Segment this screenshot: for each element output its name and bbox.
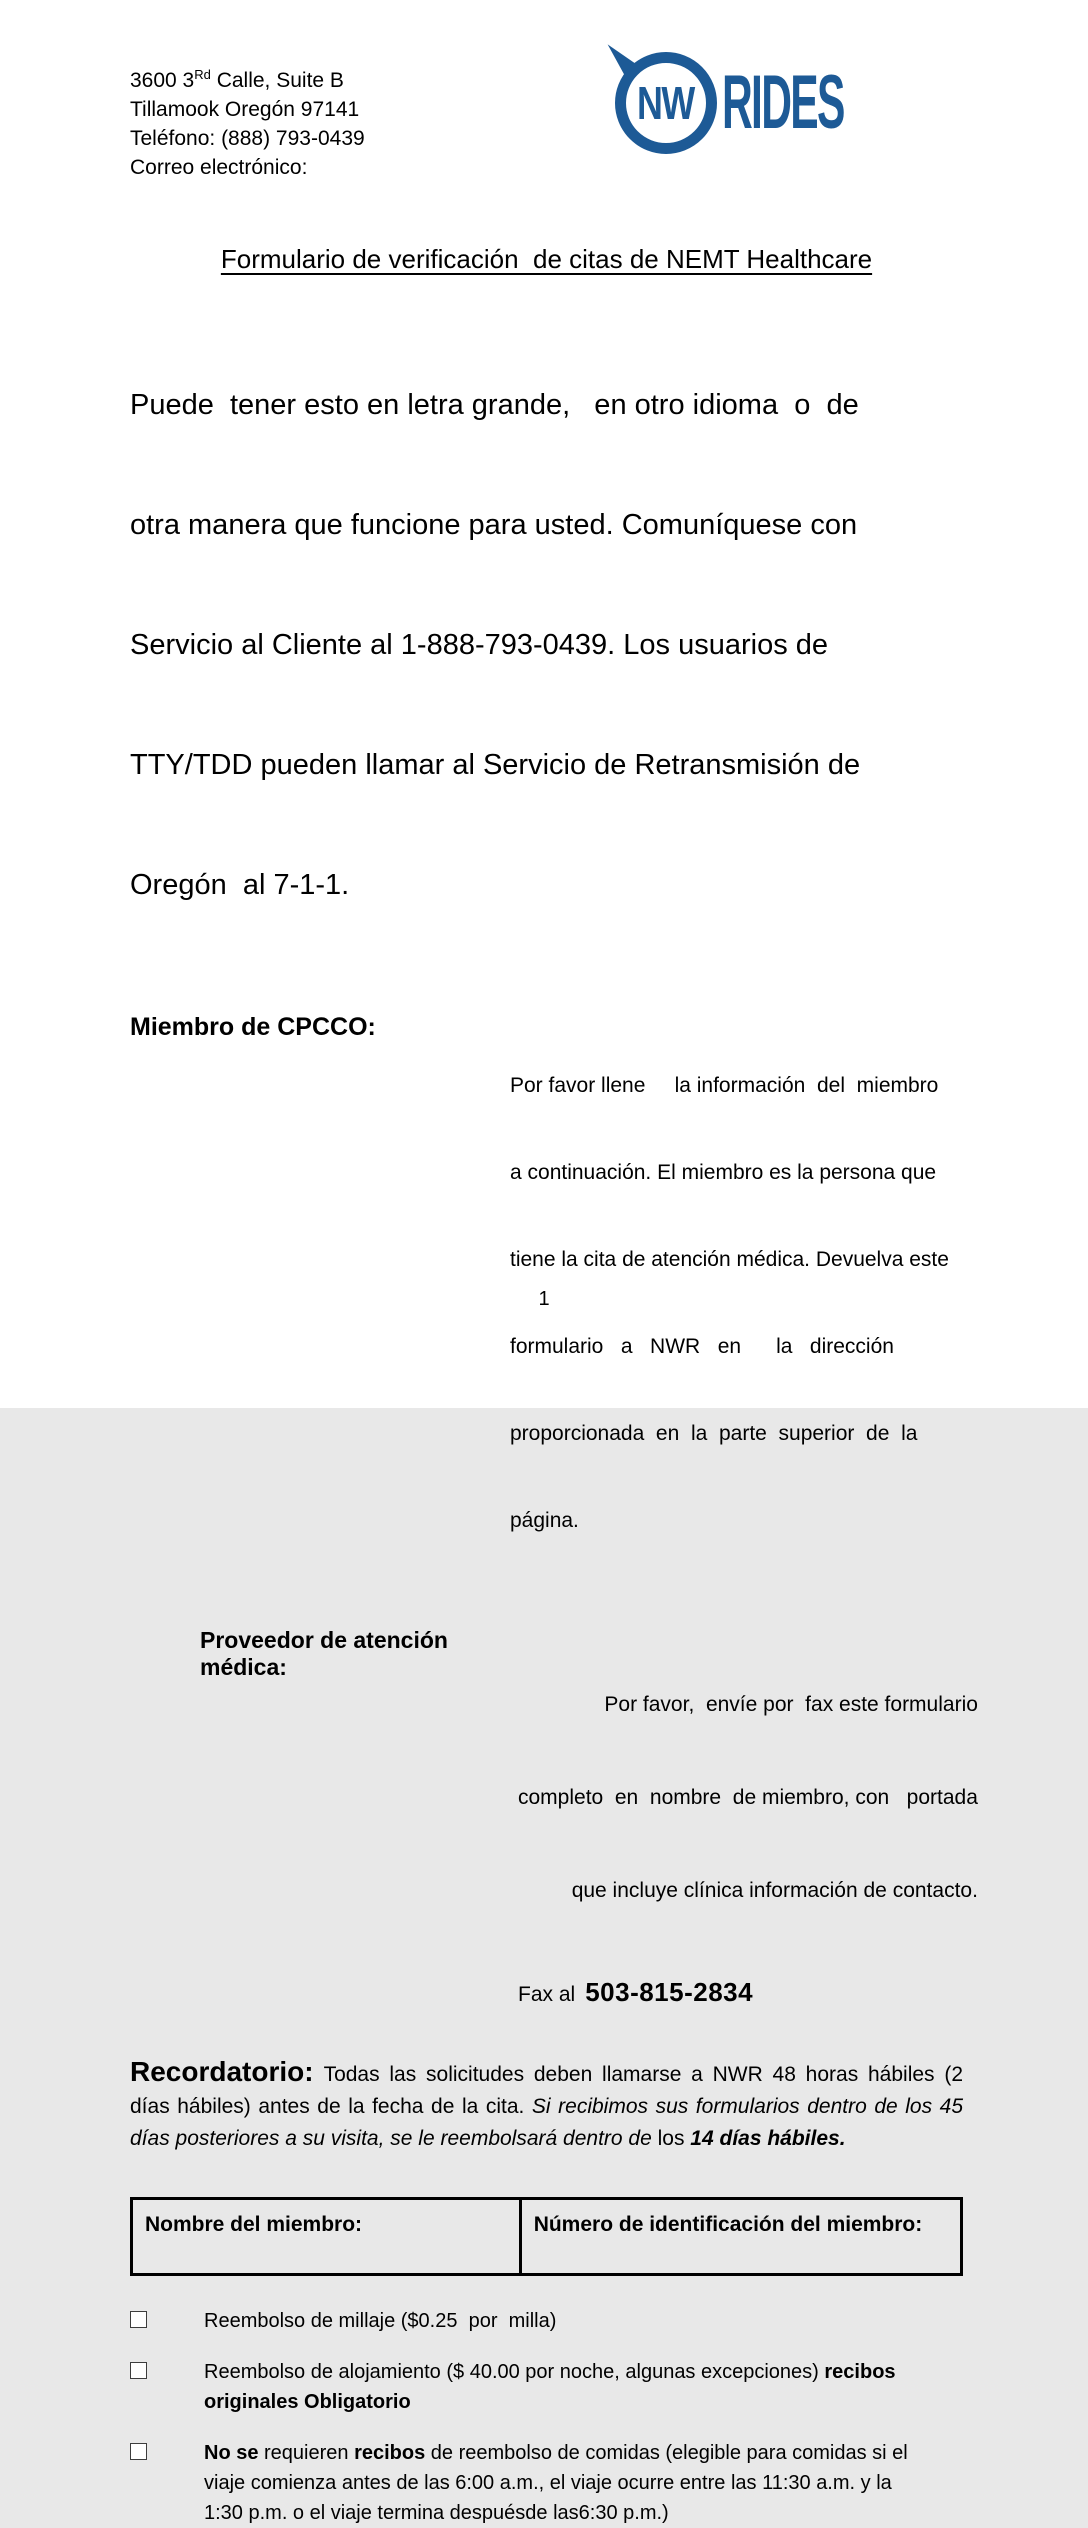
intro-line: Servicio al Cliente al 1-888-793-0439. Los usuarios de xyxy=(130,629,829,661)
reimbursement-checklist xyxy=(130,2306,963,2528)
checklist-item-text xyxy=(204,2438,936,2528)
sender-address xyxy=(130,60,365,182)
checklist-item-lodging xyxy=(130,2357,963,2417)
header xyxy=(130,40,963,182)
member-name-field-label: Nombre del miembro: xyxy=(133,2200,522,2273)
provider-instructions-text xyxy=(518,1627,978,1968)
member-instructions-line: tiene la cita de atención médica. Devuelva este xyxy=(510,1248,949,1271)
reminder-text-normal: los xyxy=(657,2127,691,2150)
member-instructions-line: página. xyxy=(510,1509,579,1532)
reminder-text-bold-italic: 14 días hábiles. xyxy=(690,2127,846,2150)
address-line-1 xyxy=(130,60,365,95)
member-id-field-label: Número de identificación del miembro: xyxy=(533,2213,923,2236)
address-line-4: Correo electrónico: xyxy=(130,156,308,179)
provider-section-label: Proveedor de atención médica: xyxy=(200,1627,448,1680)
member-instructions-line: proporcionada en la parte superior de la xyxy=(510,1422,918,1445)
address-street-rest: Calle, Suite B xyxy=(210,69,344,92)
intro-paragraph xyxy=(130,305,963,985)
checklist-text-normal: Reembolso de alojamiento ($ 40.00 por noche, algunas excepciones) xyxy=(204,2361,825,2383)
intro-line: Oregón al 7-1-1. xyxy=(130,869,350,901)
intro-line: Puede tener esto en letra grande, en otro idioma o de xyxy=(130,389,859,421)
fax-label: Fax al xyxy=(518,1983,576,2006)
checklist-item-text xyxy=(204,2306,936,2336)
member-instructions-line: Por favor llene la información del miembro xyxy=(510,1074,939,1097)
checklist-text-bold: recibos xyxy=(354,2442,426,2464)
intro-line: TTY/TDD pueden llamar al Servicio de Retransmisión de xyxy=(130,749,861,781)
provider-section xyxy=(130,1627,978,2008)
checklist-text-normal: Reembolso de millaje ($0.25 por milla) xyxy=(204,2310,557,2332)
member-info-table xyxy=(130,2197,963,2276)
reminder-text-italic: Si recibimos sus formularios dentro de los 45 días posteriores a su visita, se le reembolsará dentro de xyxy=(130,2095,963,2150)
provider-instructions-line: completo en nombre de miembro, con portada xyxy=(518,1786,978,1809)
logo-rides-text: RIDES xyxy=(721,60,844,145)
address-ordinal-superscript: Rd xyxy=(194,67,211,82)
checklist-text-bold: No se xyxy=(204,2442,259,2464)
address-line-2: Tillamook Oregón 97141 xyxy=(130,98,360,121)
member-instructions-line: a continuación. El miembro es la persona que xyxy=(510,1161,937,1184)
intro-line: otra manera que funcione para usted. Comuníquese con xyxy=(130,509,858,541)
reminder-paragraph xyxy=(130,2056,963,2155)
checklist-item-mileage xyxy=(130,2306,963,2336)
logo-nw-text: NW xyxy=(637,77,695,129)
fax-number: 503-815-2834 xyxy=(585,1977,754,2007)
provider-instructions xyxy=(518,1627,978,2008)
address-line-3: Teléfono: (888) 793-0439 xyxy=(130,127,365,150)
member-instructions-line: formulario a NWR en la dirección xyxy=(510,1335,894,1358)
reminder-text-normal: Todas las solicitudes deben llamarse a NWR 48 horas hábiles (2 días hábiles) antes de la fecha de la cita. xyxy=(130,2063,963,2118)
member-section-label: Miembro de CPCCO: xyxy=(130,1013,376,1041)
address-street-number: 3600 3 xyxy=(130,69,195,92)
mileage-checkbox[interactable] xyxy=(130,2311,147,2328)
nw-rides-logo xyxy=(615,52,939,154)
checklist-text-bold: recibos originales Obligatorio xyxy=(204,2361,896,2413)
checklist-text-normal: requieren xyxy=(258,2442,355,2464)
checklist-item-meals xyxy=(130,2438,963,2528)
fax-line xyxy=(518,1977,978,2008)
reminder-label: Recordatorio: xyxy=(130,2056,314,2087)
provider-instructions-line: Por favor, envíe por fax este formulario xyxy=(604,1693,978,1716)
provider-instructions-line: que incluye clínica información de contacto. xyxy=(571,1879,978,1902)
meals-checkbox[interactable] xyxy=(130,2443,147,2460)
logo-compass-mark xyxy=(615,52,717,154)
lodging-checkbox[interactable] xyxy=(130,2362,147,2379)
logo-circle-icon xyxy=(615,52,717,154)
checklist-item-text xyxy=(204,2357,936,2417)
page-number: 1 xyxy=(538,1288,550,1310)
checklist-text-normal: de reembolso de comidas (elegible para comidas si el viaje comienza antes de las 6:00 a.m., el viaje ocurre entre las 11:30 a.m. y la 1:30 p.m. o el viaje termina despuésde las6:30 p.m.) xyxy=(204,2442,908,2524)
form-title: Formulario de verificación de citas de NEMT Healthcare xyxy=(220,244,873,274)
